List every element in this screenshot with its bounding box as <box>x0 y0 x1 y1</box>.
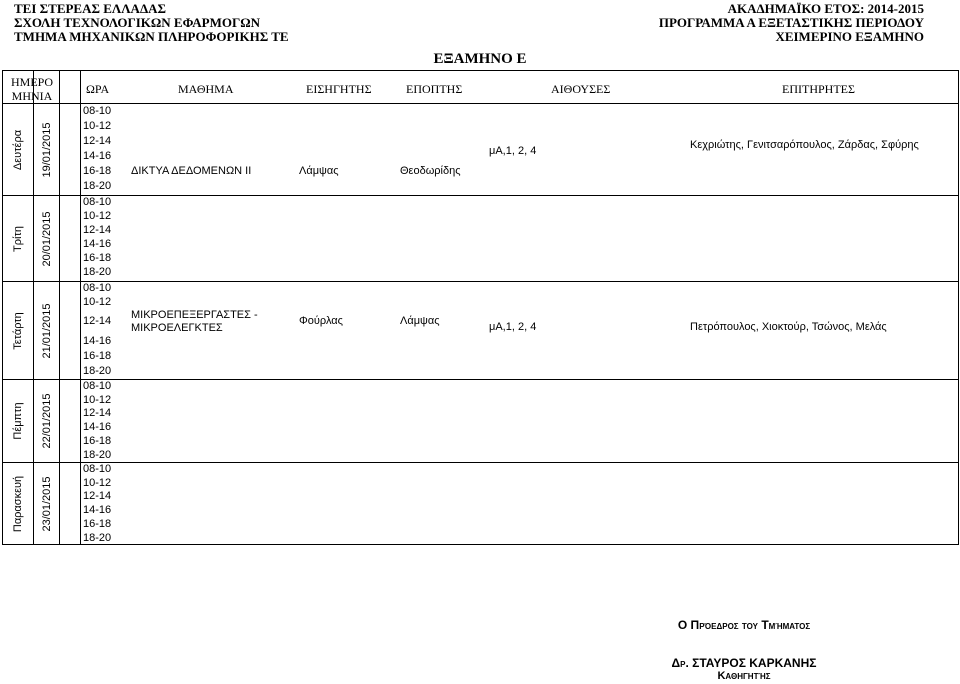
exam-schedule-table <box>2 70 959 545</box>
signature-role: Καθηγητής <box>717 670 771 682</box>
exam-course <box>131 309 258 335</box>
day-date: 21/01/2015 <box>40 302 53 359</box>
day-label-monday <box>3 104 33 195</box>
day-date: 22/01/2015 <box>40 393 53 449</box>
day-name: Δευτέρα <box>12 129 24 170</box>
time-slot: 12-14 <box>83 224 112 236</box>
day-label-wednesday <box>3 282 33 379</box>
exam-course: ΔΙΚΤΥΑ ΔΕΔΟΜΕΝΩΝ ΙΙ <box>131 165 252 177</box>
day-label-thursday <box>3 380 33 462</box>
column-header-instructor: ΕΙΣΗΓΗΤΗΣ <box>306 82 372 96</box>
day-label-friday <box>3 463 33 545</box>
exam-program-title: ΠΡΟΓΡΑΜΜΑ Α ΕΞΕΤΑΣΤΙΚΗΣ ΠΕΡΙΟΔΟΥ <box>658 15 924 30</box>
time-slot: 18-20 <box>83 266 112 278</box>
date-label-monday <box>34 104 59 195</box>
day-label-tuesday <box>3 196 33 281</box>
time-slot: 14-16 <box>83 421 112 433</box>
column-header-proctors: ΕΠΙΤΗΡΗΤΕΣ <box>782 82 855 96</box>
column-header-supervisor: ΕΠΟΠΤΗΣ <box>406 82 463 96</box>
time-slot: 12-14 <box>83 315 112 327</box>
column-header-date <box>11 75 53 103</box>
time-slot: 14-16 <box>83 238 112 250</box>
time-slot: 10-12 <box>83 120 112 132</box>
day-divider <box>3 379 958 380</box>
signature-name: Δρ. ΣΤΑΥΡΟΣ ΚΑΡΚΑΝΗΣ <box>671 656 817 670</box>
day-divider <box>3 281 958 282</box>
time-slot: 12-14 <box>83 490 112 502</box>
time-slot: 18-20 <box>83 365 112 377</box>
exam-course-line: ΜΙΚΡΟΕΛΕΓΚΤΕΣ <box>131 322 223 334</box>
time-slot: 16-18 <box>83 252 112 264</box>
institution-name: ΤΕΙ ΣΤΕΡΕΑΣ ΕΛΛΑΔΑΣ <box>14 1 166 16</box>
day-divider <box>3 195 958 196</box>
divider <box>80 71 81 544</box>
day-name: Τετάρτη <box>12 311 24 350</box>
time-slot: 08-10 <box>83 196 112 208</box>
date-label-tuesday <box>34 196 59 281</box>
header-divider <box>3 103 958 104</box>
exam-period-header <box>659 2 924 44</box>
time-slot: 14-16 <box>83 504 112 516</box>
semester-season: ΧΕΙΜΕΡΙΝΟ ΕΞΑΜΗΝΟ <box>775 29 924 44</box>
time-slot: 10-12 <box>83 477 112 489</box>
exam-proctors: Πετρόπουλος, Χιοκτούρ, Τσώνος, Μελάς <box>690 321 887 333</box>
time-slot: 14-16 <box>83 150 112 162</box>
exam-instructor: Λάμψας <box>299 165 339 177</box>
column-header-date-line1: ΗΜΕΡΟ <box>11 75 54 89</box>
time-slot: 10-12 <box>83 210 112 222</box>
time-slot: 08-10 <box>83 105 112 117</box>
day-date: 20/01/2015 <box>40 210 53 267</box>
time-slot: 08-10 <box>83 463 112 475</box>
day-date: 23/01/2015 <box>40 476 53 532</box>
time-slot: 18-20 <box>83 449 112 461</box>
exam-supervisor: Θεοδωρίδης <box>400 165 461 177</box>
time-slot: 18-20 <box>83 532 112 544</box>
day-date: 19/01/2015 <box>40 121 53 178</box>
academic-year: ΑΚΑΔΗΜΑΪΚΟ ΕΤΟΣ: 2014-2015 <box>727 1 924 16</box>
time-slot: 08-10 <box>83 380 112 392</box>
column-header-hour: ΩΡΑ <box>86 82 110 96</box>
time-slot: 16-18 <box>83 350 112 362</box>
time-slot: 10-12 <box>83 296 112 308</box>
date-label-wednesday <box>34 282 59 379</box>
time-slot: 08-10 <box>83 282 112 294</box>
institution-header <box>14 2 289 44</box>
exam-supervisor: Λάμψας <box>400 315 440 327</box>
column-header-rooms: ΑΙΘΟΥΣΕΣ <box>551 82 611 96</box>
time-slot: 12-14 <box>83 135 112 147</box>
day-name: Παρασκευή <box>12 475 24 533</box>
time-slot: 10-12 <box>83 394 112 406</box>
exam-rooms: μA,1, 2, 4 <box>489 321 537 333</box>
school-name: ΣΧΟΛΗ ΤΕΧΝΟΛΟΓΙΚΩΝ ΕΦΑΡΜΟΓΩΝ <box>14 15 261 30</box>
date-label-friday <box>34 463 59 545</box>
department-name: ΤΜΗΜΑ ΜΗΧΑΝΙΚΩΝ ΠΛΗΡΟΦΟΡΙΚΗΣ ΤΕ <box>14 29 289 44</box>
time-slot: 18-20 <box>83 180 112 192</box>
exam-course-line: ΜΙΚΡΟΕΠΕΞΕΡΓΑΣΤΕΣ - <box>131 309 258 321</box>
signature-title: Ο Πρόεδρος του Τμήματος <box>677 618 811 632</box>
day-name: Τρίτη <box>12 225 24 252</box>
exam-proctors: Κεχριώτης, Γενιτσαρόπουλος, Ζάρδας, Σφύρης <box>690 139 919 151</box>
time-slot: 16-18 <box>83 435 112 447</box>
time-slot: 16-18 <box>83 165 112 177</box>
semester-title: ΕΞΑΜΗΝΟ Ε <box>433 51 527 67</box>
day-divider <box>3 462 958 463</box>
date-label-thursday <box>34 380 59 462</box>
column-header-course: ΜΑΘΗΜΑ <box>178 82 234 96</box>
time-slot: 12-14 <box>83 407 112 419</box>
time-slot: 16-18 <box>83 518 112 530</box>
day-name: Πέμπτη <box>12 402 24 440</box>
column-header-date-line2: ΜΗΝΙΑ <box>11 89 53 103</box>
time-slot: 14-16 <box>83 335 112 347</box>
exam-rooms: μA,1, 2, 4 <box>489 145 537 157</box>
exam-instructor: Φούρλας <box>299 315 343 327</box>
divider <box>59 71 60 544</box>
